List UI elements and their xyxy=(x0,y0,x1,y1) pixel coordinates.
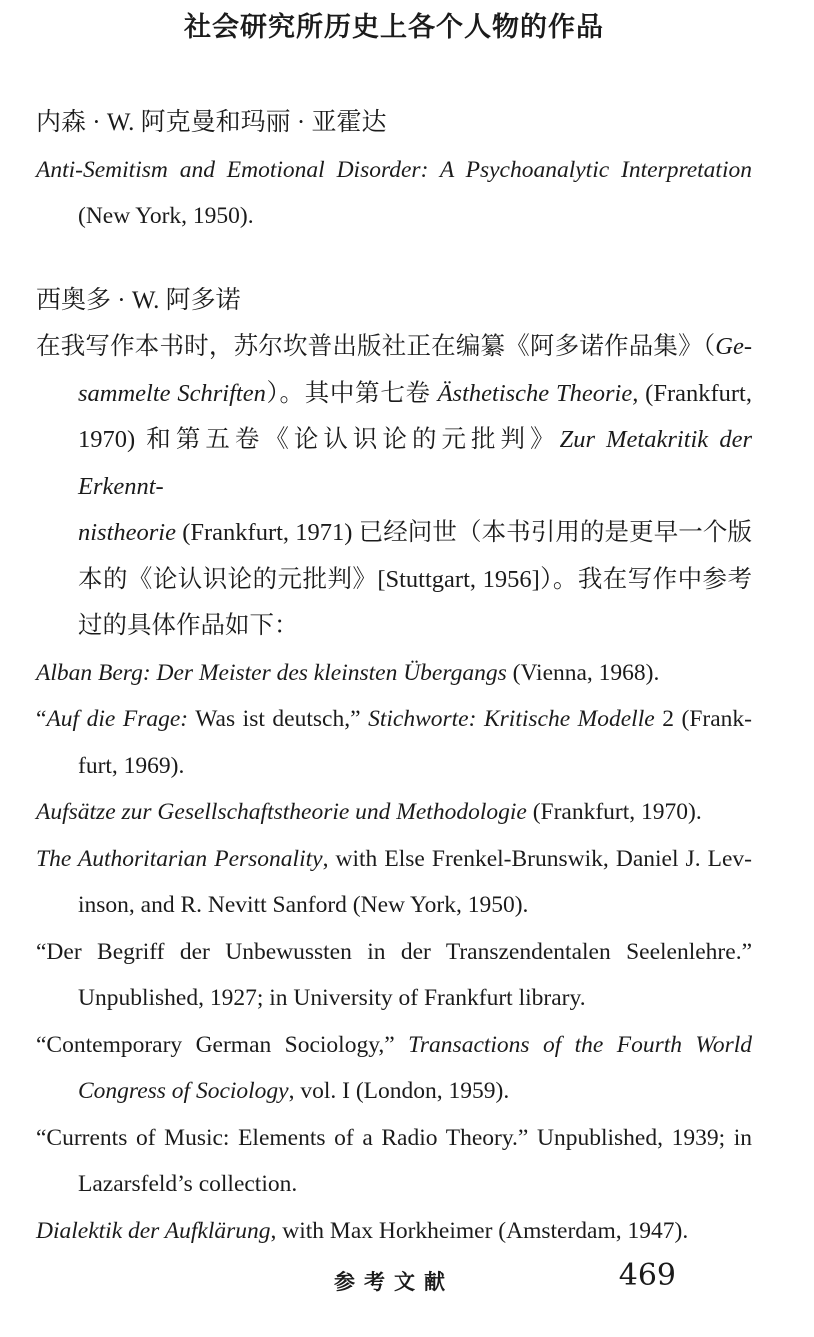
work-title-text: Anti-Semitism and Emotional Disorder: A Psychoanalytic Interpretation xyxy=(36,156,752,183)
author-section xyxy=(36,100,752,240)
work-title-text: Alban Berg: Der Meister des kleinsten Übergangs xyxy=(36,659,507,686)
plain-text: (Frankfurt, 1971) 已经问世（本书引用的是更早一个版 xyxy=(176,519,752,546)
page-number: 469 xyxy=(618,1258,676,1293)
text-line xyxy=(36,836,752,883)
plain-text: “Der Begriff der Unbewussten in der Transzendentalen Seelenlehre.” xyxy=(36,938,752,965)
plain-text: ）。其中第七卷 xyxy=(265,379,438,407)
work-title-text: Aufsätze zur Gesellschaftstheorie und Methodologie xyxy=(36,799,527,825)
plain-text: (Vienna, 1968). xyxy=(506,659,660,686)
author-name: 内森 · W. 阿克曼和玛丽 · 亚霍达 xyxy=(36,109,387,136)
text-line xyxy=(36,603,752,650)
text-line xyxy=(36,929,752,976)
bibliography-entry xyxy=(36,147,752,240)
plain-text: 本的《论认识论的元批判》[Stuttgart, 1956]）。我在写作中参考 xyxy=(78,565,752,593)
plain-text: Lazarsfeld’s collection. xyxy=(78,1171,298,1197)
bibliography-sections xyxy=(36,100,752,1254)
text-line xyxy=(36,696,752,743)
text-line xyxy=(36,1115,752,1162)
bibliography-entry xyxy=(36,836,752,929)
bibliography-entry xyxy=(36,650,752,697)
page-title: 社会研究所历史上各个人物的作品 xyxy=(184,12,604,42)
plain-text: 过的具体作品如下： xyxy=(78,612,299,639)
plain-text: (Frankfurt, xyxy=(638,379,752,407)
work-title-text: Auf die Frage: xyxy=(46,706,189,732)
plain-text: “Contemporary German Sociology,” xyxy=(36,1031,409,1058)
text-line xyxy=(36,1022,752,1069)
work-title-text: Transactions of the Fourth World xyxy=(408,1031,752,1058)
plain-text: , with Else Frenkel-Brunswik, Daniel J. Lev- xyxy=(322,845,753,872)
plain-text: Was ist deutsch,” xyxy=(188,706,369,732)
book-page xyxy=(36,0,752,1337)
text-line xyxy=(36,417,752,510)
plain-text: 2 (Frank- xyxy=(654,706,752,732)
plain-text: , with Max Horkheimer (Amsterdam, 1947). xyxy=(270,1217,689,1244)
bibliography-entry xyxy=(36,1022,752,1115)
work-title-text: sammelte Schriften xyxy=(78,379,266,407)
page-footer xyxy=(36,1258,752,1304)
text-line xyxy=(36,1161,752,1208)
text-line xyxy=(36,147,752,194)
work-title-text: nistheorie xyxy=(78,519,176,546)
work-title-text: Ge- xyxy=(715,333,752,360)
work-title-text: The Authoritarian Personality xyxy=(36,845,323,872)
text-line xyxy=(36,1068,752,1115)
running-footer-label: 参考文献 xyxy=(334,1270,454,1294)
plain-text: Unpublished, 1927; in University of Frankfurt library. xyxy=(78,985,586,1011)
plain-text: furt, 1969). xyxy=(78,752,185,779)
bibliography-entry xyxy=(36,929,752,1022)
plain-text: “Currents of Music: Elements of a Radio Theory.” Unpublished, 1939; in xyxy=(36,1124,752,1151)
work-title-text: Congress of Sociology xyxy=(78,1078,289,1104)
work-title-text: Stichworte: Kritische Modelle xyxy=(368,706,655,732)
work-title-text: Ästhetische Theorie, xyxy=(437,379,639,407)
text-line xyxy=(36,557,752,604)
text-line xyxy=(36,975,752,1022)
work-title-text: Dialektik der Aufklärung xyxy=(36,1217,271,1244)
plain-text: 1970) 和第五卷《论认识论的元批判》 xyxy=(78,426,560,453)
text-line xyxy=(36,743,752,790)
bibliography-entry xyxy=(36,696,752,789)
text-line xyxy=(36,324,752,371)
plain-text: (Frankfurt, 1970). xyxy=(526,799,702,825)
text-line xyxy=(36,1208,752,1255)
plain-text: (New York, 1950). xyxy=(78,203,254,229)
plain-text: 在我写作本书时，苏尔坎普出版社正在编纂《阿多诺作品集》（ xyxy=(36,333,716,360)
bibliography-entry xyxy=(36,1208,752,1255)
text-line xyxy=(36,650,752,697)
text-line xyxy=(36,371,752,418)
bibliography-entry xyxy=(36,789,752,836)
text-line xyxy=(36,882,752,929)
author-name: 西奥多 · W. 阿多诺 xyxy=(36,286,241,314)
plain-text: inson, and R. Nevitt Sanford (New York, 1950). xyxy=(78,892,529,918)
intro-paragraph xyxy=(36,324,752,650)
plain-text: “ xyxy=(36,706,47,732)
text-line xyxy=(36,789,752,836)
author-section xyxy=(36,278,752,1255)
bibliography-entry xyxy=(36,1115,752,1208)
text-line xyxy=(36,193,752,240)
plain-text: , vol. I (London, 1959). xyxy=(288,1078,510,1104)
work-title-text: Zur Metakritik der Erkennt- xyxy=(78,426,752,500)
text-line xyxy=(36,510,752,557)
